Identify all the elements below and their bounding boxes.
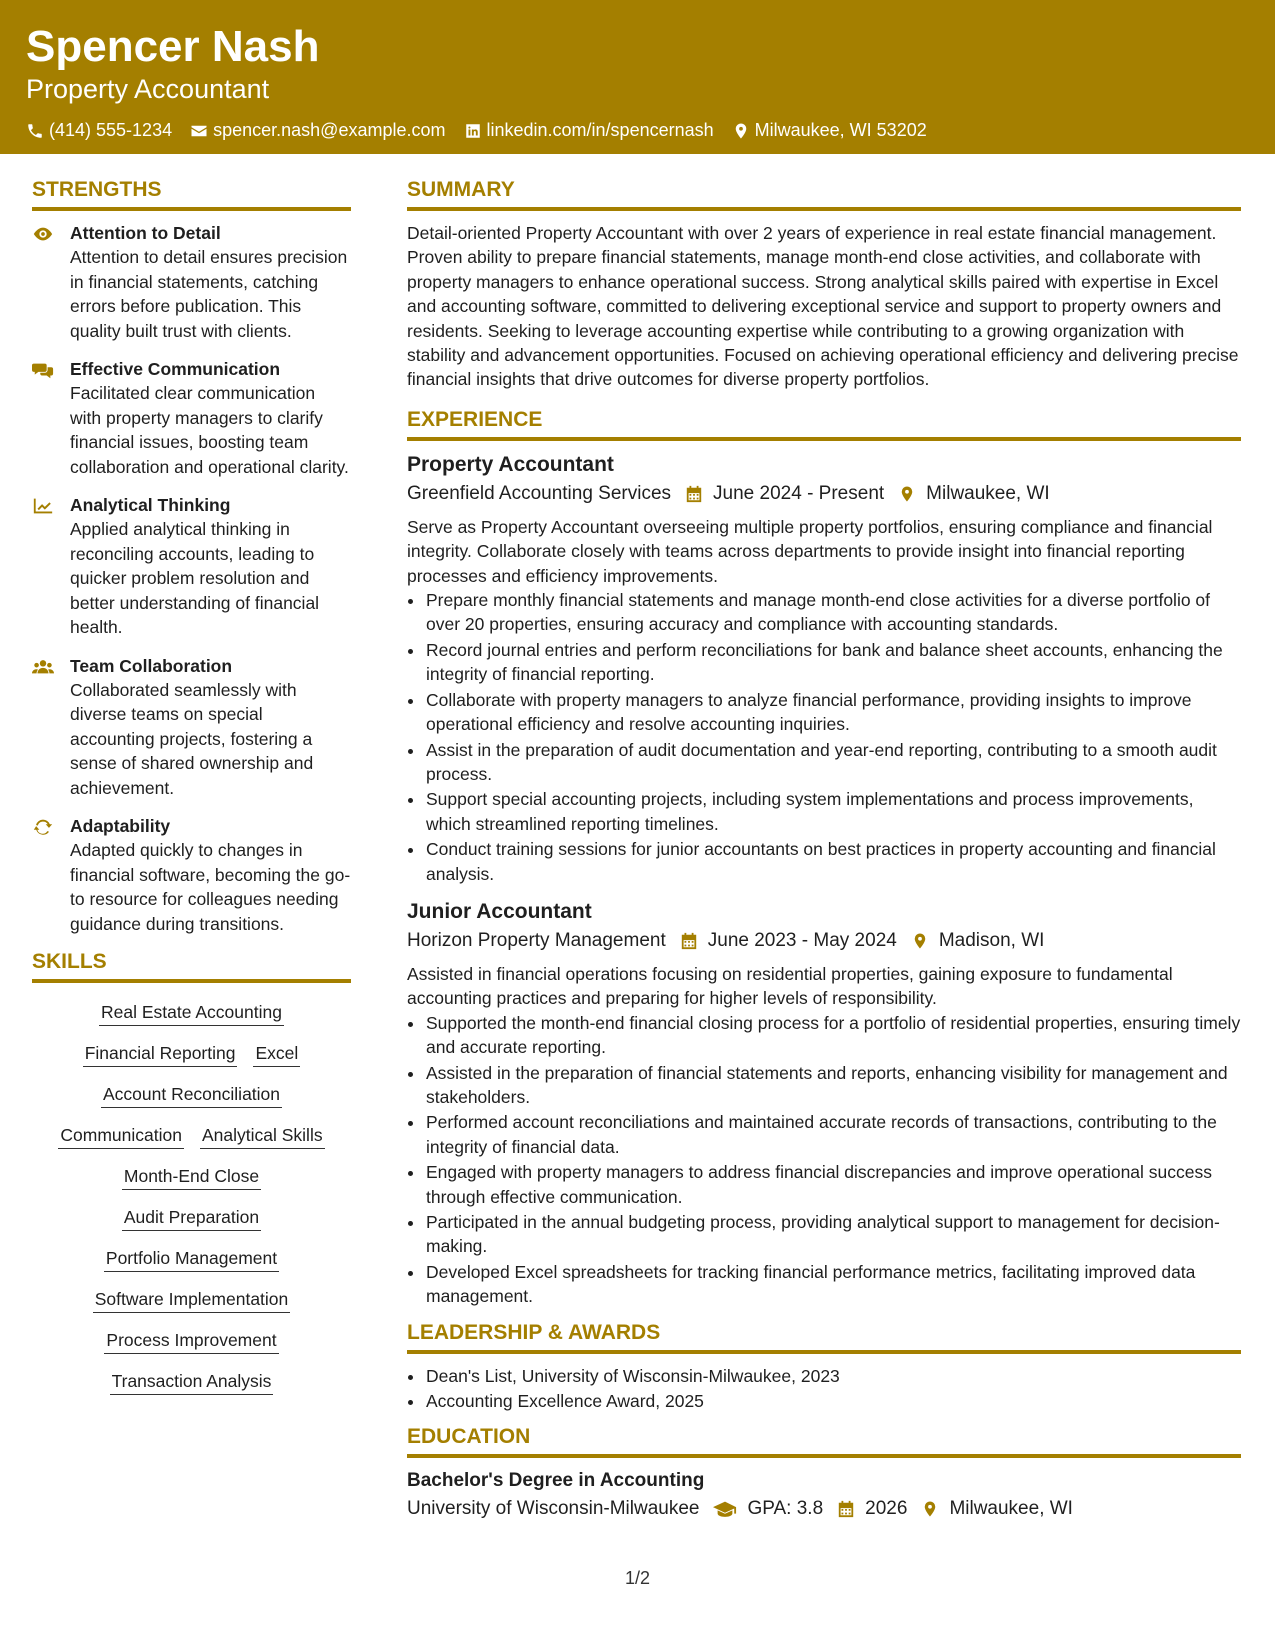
degree-title: Bachelor's Degree in Accounting (407, 1470, 705, 1492)
job-title: Junior Accountant (407, 899, 592, 923)
job-title: Property Accountant (407, 452, 614, 476)
candidate-role: Property Accountant (26, 74, 270, 104)
skill-tag: Transaction Analysis (110, 1368, 274, 1395)
resume-header (0, 0, 1275, 154)
job-bullet: • Participated in the annual budgeting process, providing analytical support to management for decision-making. (425, 1210, 1241, 1259)
awards-heading: LEADERSHIP & AWARDS (407, 1321, 1241, 1354)
job-dates: June 2024 - Present (713, 482, 885, 504)
job-bullet: • Conduct training sessions for junior accountants on best practices in property accounting and financial analysis. (425, 837, 1241, 886)
job-bullet: • Engaged with property managers to address financial discrepancies and improve operational success through effective communication. (425, 1160, 1241, 1209)
job-bullet: • Performed account reconciliations and maintained accurate records of transactions, contributing to the integrity of financial data. (425, 1110, 1241, 1159)
experience-heading: EXPERIENCE (407, 408, 1241, 441)
skill-tag: Financial Reporting (83, 1040, 238, 1067)
map-pin-icon (898, 484, 916, 504)
job-bullets (407, 588, 1241, 886)
skill-tag: Month-End Close (122, 1163, 261, 1190)
strength-item (32, 654, 351, 801)
skill-tag: Excel (253, 1040, 300, 1067)
job-dates: June 2023 - May 2024 (707, 929, 897, 951)
job-meta (407, 926, 1241, 956)
skill-tag: Software Implementation (93, 1286, 291, 1313)
graduation-cap-icon (713, 1499, 737, 1519)
skill-tag: Communication (58, 1122, 184, 1149)
education-meta (407, 1494, 1241, 1524)
strength-desc: Attention to detail ensures precision in financial statements, catching errors before publication. This quality built trust with clients. (70, 247, 348, 341)
strength-title: Effective Communication (70, 359, 281, 379)
strength-title: Adaptability (70, 816, 171, 836)
strength-item (32, 493, 351, 640)
summary-heading: SUMMARY (407, 178, 1241, 211)
job-entry (407, 451, 1241, 886)
job-bullet: • Support special accounting projects, including system implementations and process improvements, which streamlined reporting timelines. (425, 787, 1241, 836)
job-bullets (407, 1011, 1241, 1309)
strength-item (32, 221, 351, 343)
location-text: Milwaukee, WI 53202 (754, 120, 927, 140)
skill-tag: Process Improvement (104, 1327, 278, 1354)
map-pin-icon (921, 1499, 939, 1519)
skill-tag: Real Estate Accounting (99, 999, 284, 1026)
strength-desc: Applied analytical thinking in reconciling accounts, leading to quicker problem resolution and better understanding of financial health. (70, 519, 320, 637)
map-pin-icon (911, 931, 929, 951)
eye-icon (32, 224, 54, 244)
job-bullet: • Assist in the preparation of audit documentation and year-end reporting, contributing to a smooth audit process. (425, 738, 1241, 787)
calendar-icon (685, 484, 703, 504)
comments-icon (32, 360, 54, 380)
job-company: Greenfield Accounting Services (407, 482, 672, 504)
linkedin-icon (464, 122, 482, 140)
strength-item (32, 357, 351, 479)
job-location: Milwaukee, WI (926, 482, 1050, 504)
gpa-text: GPA: 3.8 (747, 1498, 824, 1520)
refresh-icon (32, 817, 54, 837)
phone-text: (414) 555-1234 (49, 120, 173, 140)
job-bullet: • Developed Excel spreadsheets for tracking financial performance metrics, facilitating improved data management. (425, 1260, 1241, 1309)
school-name: University of Wisconsin-Milwaukee (407, 1498, 700, 1520)
job-company: Horizon Property Management (407, 929, 666, 951)
envelope-icon (190, 122, 208, 140)
calendar-icon (680, 931, 698, 951)
summary-text: Detail-oriented Property Accountant with over 2 years of experience in real estate financial management. Proven ability to prepare financial statements, manage month-end close activities, and collaborate with property managers to enhance operational success. Strong analytical skills paired with expertise in Excel and accounting software, committed to delivering exceptional service and support to property owners and residents. Seeking to leverage accounting expertise while contributing to a growing organization with stability and advancement opportunities. Focused on achieving operational efficiency and delivering precise financial insights that drive outcomes for diverse property portfolios. (407, 223, 1239, 390)
skills-list (32, 993, 351, 1395)
award-item: • Accounting Excellence Award, 2025 (425, 1389, 1241, 1413)
resume-body (0, 154, 1275, 1530)
job-meta (407, 479, 1241, 509)
skill-tag: Portfolio Management (104, 1245, 279, 1272)
email-text: spencer.nash@example.com (213, 120, 446, 140)
strength-title: Attention to Detail (70, 223, 221, 243)
strength-desc: Facilitated clear communication with property managers to clarify financial issues, boosting team collaboration and operational clarity. (70, 383, 349, 477)
awards-list (407, 1364, 1241, 1414)
contact-linkedin[interactable] (464, 120, 714, 141)
award-item: • Dean's List, University of Wisconsin-Milwaukee, 2023 (425, 1364, 1241, 1388)
job-description: Serve as Property Accountant overseeing multiple property portfolios, ensuring compliance and financial integrity. Collaborate closely with teams across departments to provide insight into financial reporting processes and efficiency improvements. (407, 516, 1213, 586)
strength-desc: Adapted quickly to changes in financial software, becoming the go-to resource for colleagues needing guidance during transitions. (70, 840, 351, 934)
strengths-heading: STRENGTHS (32, 178, 351, 211)
strength-item (32, 814, 351, 936)
right-column (407, 178, 1241, 1530)
left-column (32, 178, 351, 1530)
job-bullet: • Collaborate with property managers to analyze financial performance, providing insights to improve operational efficiency and resolve accounting inquiries. (425, 688, 1241, 737)
skill-tag: Audit Preparation (122, 1204, 261, 1231)
school-location: Milwaukee, WI (949, 1498, 1073, 1520)
contact-location (732, 120, 927, 141)
strength-title: Analytical Thinking (70, 495, 231, 515)
linkedin-text: linkedin.com/in/spencernash (486, 120, 714, 140)
page-number: 1/2 (624, 1568, 651, 1588)
contact-email[interactable] (190, 120, 445, 141)
contact-phone[interactable] (26, 120, 172, 141)
job-bullet: • Record journal entries and perform reconciliations for bank and balance sheet accounts, enhancing the integrity of financial reporting. (425, 638, 1241, 687)
strength-title: Team Collaboration (70, 655, 233, 676)
users-icon (32, 657, 54, 677)
graduation-year: 2026 (865, 1498, 908, 1520)
chart-line-icon (32, 496, 54, 516)
job-entry (407, 898, 1241, 1309)
calendar-icon (837, 1499, 855, 1519)
job-bullet: • Assisted in the preparation of financial statements and reports, enhancing visibility for management and stakeholders. (425, 1061, 1241, 1110)
job-bullet: • Supported the month-end financial closing process for a portfolio of residential properties, ensuring timely and accurate reporting. (425, 1011, 1241, 1060)
contact-bar (26, 120, 1249, 141)
candidate-name: Spencer Nash (26, 22, 320, 71)
map-pin-icon (732, 122, 750, 140)
skill-tag: Analytical Skills (200, 1122, 325, 1149)
skills-heading: SKILLS (32, 950, 351, 983)
skill-tag: Account Reconciliation (101, 1081, 282, 1108)
job-bullet: • Prepare monthly financial statements and manage month-end close activities for a diverse portfolio of over 20 properties, ensuring accuracy and compliance with accounting standards. (425, 588, 1241, 637)
strength-desc: Collaborated seamlessly with diverse teams on special accounting projects, fostering a sense of shared ownership and achievement. (70, 679, 314, 798)
phone-icon (26, 122, 44, 140)
education-heading: EDUCATION (407, 1425, 1241, 1458)
job-description: Assisted in financial operations focusing on residential properties, gaining exposure to fundamental accounting practices and preparing for higher levels of responsibility. (407, 963, 1173, 1009)
job-location: Madison, WI (938, 929, 1045, 951)
